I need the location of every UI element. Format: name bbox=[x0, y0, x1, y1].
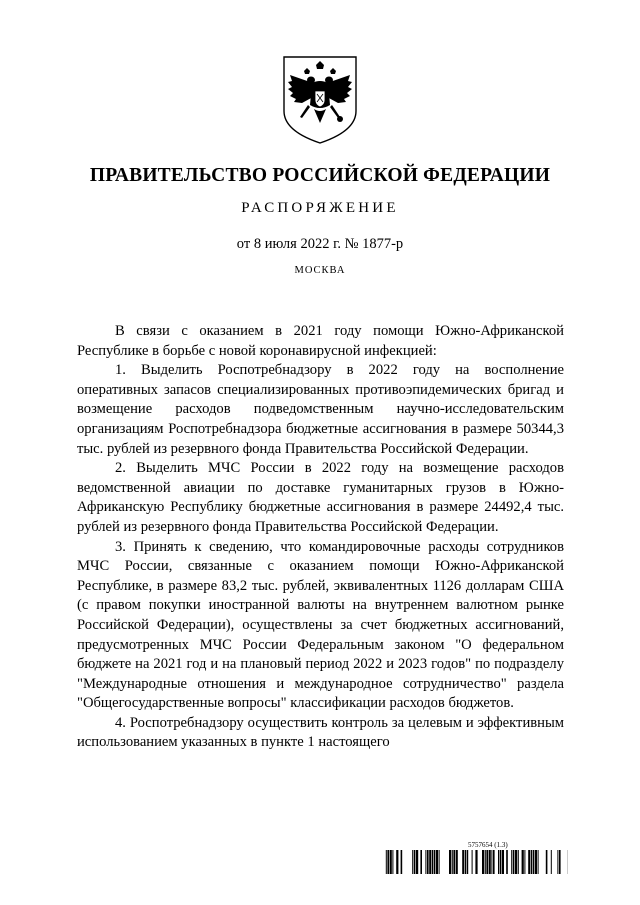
city-name: МОСКВА bbox=[294, 265, 346, 276]
paragraph-item-4: 4. Роспотребнадзору осуществить контроль за целевым и эффективным использованием указанных в пункте 1 настоящего bbox=[77, 714, 564, 751]
paragraph-item-3: 3. Принять к сведению, что командировочные расходы сотрудников МЧС России, связанные с оказанием помощи Южно-Африканской Республике, в размере 83,2 тыс. рублей, эквивалентных 1126 долларам США (с правом покупки иностранной валюты на внутреннем валютном рынке Российской Федерации), осуществлены за счет бюджетных ассигнований, предусмотренных МЧС России Федеральным законом "О федеральном бюджете на 2021 год и на плановый период 2022 и 2023 годов" по подразделу "Международные отношения и международное сотрудничество" раздела "Общегосударственные вопросы" классификации расходов бюджетов. bbox=[77, 538, 564, 712]
barcode-icon bbox=[383, 850, 568, 874]
paragraph-item-2: 2. Выделить МЧС России в 2022 году на возмещение расходов ведомственной авиации по доставке гуманитарных грузов в Южно-Африканскую Республику бюджетные ассигнования в размере 24492,4 тыс. рублей из резервного фонда Правительства Российской Федерации. bbox=[77, 460, 564, 535]
government-title: ПРАВИТЕЛЬСТВО РОССИЙСКОЙ ФЕДЕРАЦИИ bbox=[89, 165, 551, 186]
document-code: 5757654 (1.3) bbox=[468, 841, 508, 849]
paragraph-item-1: 1. Выделить Роспотребнадзору в 2022 году на восполнение оперативных запасов специализированных противоэпидемических бригад и возмещение расходов подведомственным научно-исследовательским организациям Роспотребнадзора бюджетные ассигнования в размере 50344,3 тыс. рублей из резервного фонда Правительства Российской Федерации. bbox=[77, 362, 564, 457]
paragraph-intro: В связи с оказанием в 2021 году помощи Южно-Африканской Республике в борьбе с новой коронавирусной инфекцией: bbox=[77, 323, 564, 359]
date-and-number: от 8 июля 2022 г. № 1877-р bbox=[236, 236, 404, 252]
coat-of-arms-icon bbox=[280, 55, 360, 145]
document-body bbox=[77, 322, 564, 753]
document-type: РАСПОРЯЖЕНИЕ bbox=[241, 200, 399, 216]
